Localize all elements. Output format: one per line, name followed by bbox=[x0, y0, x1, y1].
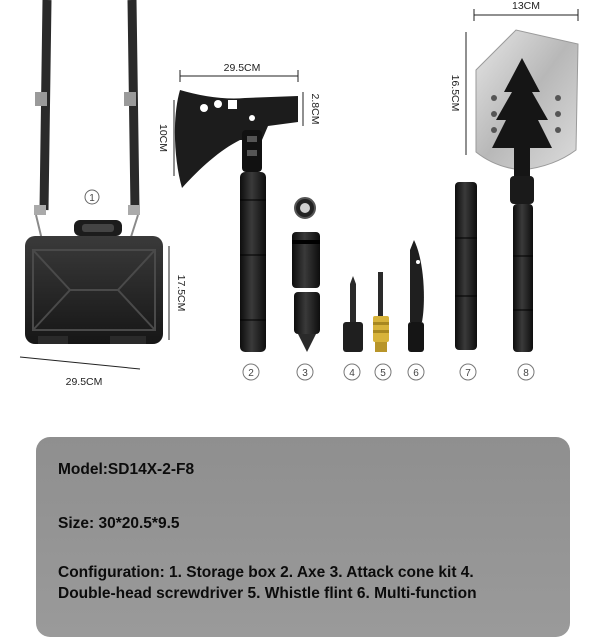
part-number-4: 4 bbox=[349, 368, 355, 379]
double-head-screwdriver bbox=[343, 276, 363, 380]
part-number-1: 1 bbox=[89, 193, 95, 204]
storage-box bbox=[20, 0, 187, 388]
part-number-5: 5 bbox=[380, 368, 386, 379]
attack-cone-kit bbox=[292, 198, 320, 380]
part-number-7: 7 bbox=[465, 368, 471, 379]
axe-head-height-label: 10CM bbox=[157, 123, 169, 153]
shovel-width-label: 13CM bbox=[511, 0, 541, 12]
multi-function-knife bbox=[408, 240, 424, 380]
box-height-label: 17.5CM bbox=[175, 274, 187, 312]
part-number-8: 8 bbox=[523, 368, 529, 379]
part-number-2: 2 bbox=[248, 368, 254, 379]
spec-panel bbox=[36, 437, 570, 637]
model-text: Model:SD14X-2-F8 bbox=[58, 461, 195, 478]
strap-buckle-right bbox=[124, 92, 136, 106]
size-text: Size: 30*20.5*9.5 bbox=[58, 515, 180, 532]
whistle-flint bbox=[373, 272, 391, 380]
shoulder-strap bbox=[44, 0, 135, 210]
configuration-text-line2: Double-head screwdriver 5. Whistle flint 6. Multi-function bbox=[58, 585, 477, 602]
part-number-6: 6 bbox=[413, 368, 419, 379]
configuration-text-line1: Configuration: 1. Storage box 2. Axe 3. Attack cone kit 4. bbox=[58, 564, 474, 581]
shovel-height-label: 16.5CM bbox=[449, 74, 461, 112]
extension-rod bbox=[455, 182, 477, 380]
axe-width-label: 29.5CM bbox=[223, 62, 261, 74]
axe-handle bbox=[240, 172, 266, 352]
strap-buckle-left bbox=[35, 92, 47, 106]
shovel-handle bbox=[513, 204, 533, 352]
box-width-label: 29.5CM bbox=[65, 376, 103, 388]
axe-thickness-label: 2.8CM bbox=[309, 93, 321, 125]
part-number-3: 3 bbox=[302, 368, 308, 379]
